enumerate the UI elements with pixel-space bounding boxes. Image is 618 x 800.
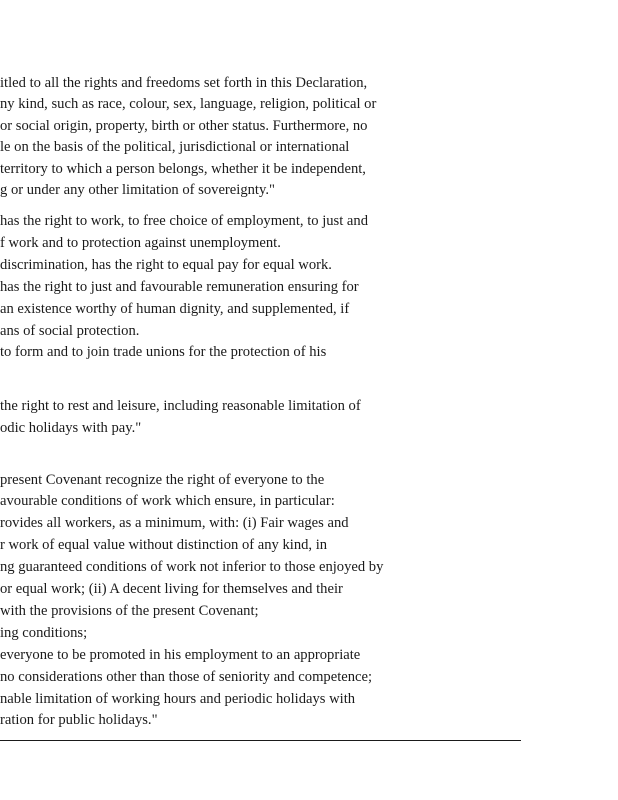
text-line: everyone to be promoted in his employment to an appropriate <box>0 647 361 663</box>
text-line: territory to which a person belongs, whether it be independent, <box>0 161 366 177</box>
text-line: with the provisions of the present Covenant; <box>0 603 259 619</box>
text-line: or social origin, property, birth or other status. Furthermore, no <box>0 118 368 134</box>
text-line: ng guaranteed conditions of work not inferior to those enjoyed by <box>0 559 384 575</box>
text-line: has the right to just and favourable remuneration ensuring for <box>0 279 359 295</box>
text-line: to form and to join trade unions for the protection of his <box>0 344 327 360</box>
text-line: g or under any other limitation of sovereignty." <box>0 182 275 198</box>
text-line: an existence worthy of human dignity, and supplemented, if <box>0 301 350 317</box>
text-line: present Covenant recognize the right of everyone to the <box>0 472 325 488</box>
text-line: nable limitation of working hours and periodic holidays with <box>0 691 356 707</box>
text-line: r work of equal value without distinction of any kind, in <box>0 537 328 553</box>
text-line: ans of social protection. <box>0 323 140 339</box>
text-line: discrimination, has the right to equal pay for equal work. <box>0 257 332 273</box>
text-line: f work and to protection against unemployment. <box>0 235 281 251</box>
bottom-rule <box>0 740 521 741</box>
text-line: no considerations other than those of seniority and competence; <box>0 669 373 685</box>
text-line: ny kind, such as race, colour, sex, language, religion, political or <box>0 96 377 112</box>
text-line: avourable conditions of work which ensure, in particular: <box>0 493 335 509</box>
text-line: odic holidays with pay." <box>0 420 142 436</box>
text-line: ing conditions; <box>0 625 88 641</box>
text-line: or equal work; (ii) A decent living for themselves and their <box>0 581 343 597</box>
text-line: ration for public holidays." <box>0 712 158 728</box>
text-line: has the right to work, to free choice of employment, to just and <box>0 213 368 229</box>
text-line: le on the basis of the political, jurisdictional or international <box>0 139 350 155</box>
text-line: rovides all workers, as a minimum, with: (i) Fair wages and <box>0 515 349 531</box>
text-line: the right to rest and leisure, including reasonable limitation of <box>0 398 361 414</box>
text-line: itled to all the rights and freedoms set forth in this Declaration, <box>0 75 368 91</box>
